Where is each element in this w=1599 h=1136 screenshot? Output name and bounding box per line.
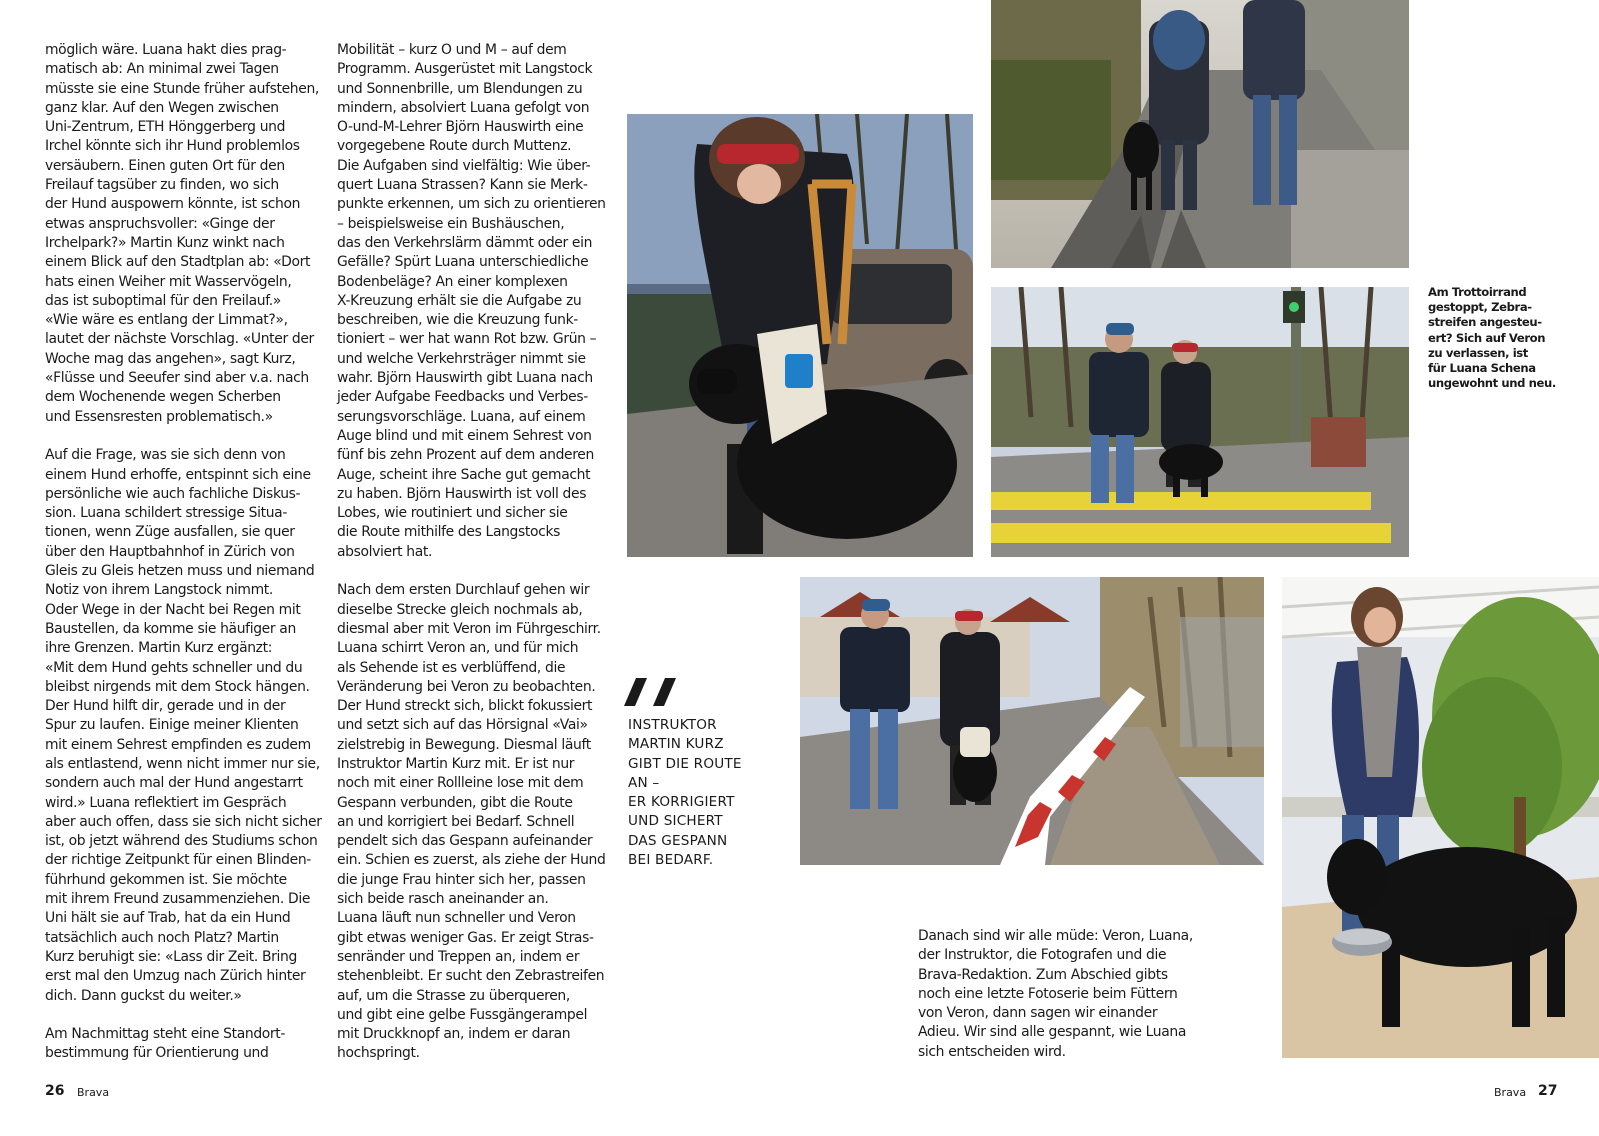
col1-paragraph: möglich wäre. Luana hakt dies prag- matisch ab: An minimal zwei Tagen müsste sie eine Stunde früher aufstehen, ganz klar. Auf den Wegen zwischen Uni-Zentrum, ETH Hönggerberg und Irchel könnte sich ihr Hund problemlos versäubern. Einen guten Ort für den Freilauf tagsüber zu finden, wo sich der Hund auspowern könnte, ist schon etwas anspruchsvoller: «Ginge der Irchelpark?» Martin Kunz winkt nach einem Blick auf den Stadtplan ab: «Dort hats einen Weiher mit Wasservögeln, das ist suboptimal für den Freilauf.» «Wie wäre es entlang der Limmat?», lautet der nächste Vorschlag. «Unter der Woche mag das angehen», sagt Kurz, «Flüsse und Seeufer sind aber v.a. nach dem Wochenende wegen Scherben und Essensresten problematisch.» bbox=[45, 42, 319, 425]
photo-walking-with-dog bbox=[991, 0, 1409, 268]
photo-walking-fence bbox=[800, 577, 1264, 865]
magazine-name-left: Brava bbox=[77, 1086, 110, 1099]
page-number-left: 26 bbox=[45, 1083, 65, 1099]
article-column-2 bbox=[337, 41, 612, 1064]
quote-marks-icon bbox=[624, 678, 680, 706]
page-number-right: 27 bbox=[1538, 1083, 1558, 1099]
col1-paragraph: Am Nachmittag steht eine Standort- bestimmung für Orientierung und bbox=[45, 1026, 286, 1062]
article-column-3 bbox=[918, 927, 1208, 1062]
col2-paragraph: Mobilität – kurz O und M – auf dem Programm. Ausgerüstet mit Langstock und Sonnenbrille, um Blendungen zu mindern, absolviert Luana gefolgt von O-und-M-Lehrer Björn Hauswirth eine vorgegebene Route durch Muttenz. Die Aufgaben sind vielfältig: Wie über- quert Luana Strassen? Kann sie Merk- punkte erkennen, um sich zu orientieren – beispielsweise ein Bushäuschen, das den Verkehrslärm dämmt oder ein Gefälle? Spürt Luana unterschiedliche Bodenbeläge? An einer komplexen X-Kreuzung erhält sie die Aufgabe zu beschreiben, wie die Kreuzung funk- tioniert – wer hat wann Rot bzw. Grün – und welche Verkehrsträger nimmt sie wahr. Björn Hauswirth gibt Luana nach jeder Aufgabe Feedbacks und Verbes- serungsvorschläge. Luana, auf einem Auge blind und mit einem Sehrest von fünf bis zehn Prozent auf dem anderen Auge, scheint ihre Sache gut gemacht zu haben. Björn Hauswirth ist voll des Lobes, wie routiniert und sicher sie die Route mithilfe des Langstocks absolviert hat. bbox=[337, 42, 606, 560]
col1-paragraph: Auf die Frage, was sie sich denn von einem Hund erhoffe, entspinnt sich eine persönliche wie auch fachliche Diskus- sion. Luana schildert stressige Situa- tionen, wenn Züge ausfallen, sie quer über den Hauptbahnhof in Zürich von Gleis zu Gleis hetzen muss und niemand Notiz von ihrem Langstock nimmt. Oder Wege in der Nacht bei Regen mit Baustellen, da komme sie häufiger an ihre Grenzen. Martin Kurz ergänzt: «Mit dem Hund gehts schneller und du bleibst nirgends mit dem Stock hängen. Der Hund hilft dir, gerade und in der Spur zu laufen. Einige meiner Klienten mit einem Sehrest empfinden es zudem als entlastend, wenn nicht immer nur sie, sondern auch mal der Hund angestarrt wird.» Luana reflektiert im Gespräch aber auch offen, dass sie sich nicht sicher ist, ob jetzt während des Studiums schon der richtige Zeitpunkt für einen Blinden- führhund gekommen ist. Sie möchte mit ihrem Freund zusammenziehen. Die Uni hält sie auf Trab, hat da ein Hund tatsächlich auch noch Platz? Martin Kurz beruhigt sie: «Lass dir Zeit. Bring erst mal den Umzug nach Zürich hinter dich. Dann guckst du weiter.» bbox=[45, 447, 322, 1004]
magazine-name-right: Brava bbox=[1494, 1086, 1527, 1099]
photo-feeding-dog bbox=[1282, 577, 1599, 1058]
photo-harnessing-dog bbox=[627, 114, 973, 557]
col2-paragraph: Nach dem ersten Durchlauf gehen wir dieselbe Strecke gleich nochmals ab, diesmal aber mit Veron im Führgeschirr. Luana schirrt Veron an, und für mich als Sehende ist es verblüffend, die Veränderung bei Veron zu beobachten. Der Hund streckt sich, blickt fokussiert und setzt sich auf das Hörsignal «Vai» zielstrebig in Bewegung. Diesmal läuft Instruktor Martin Kurz mit. Er ist nur noch mit einer Rollleine lose mit dem Gespann verbunden, gibt die Route an und korrigiert bei Bedarf. Schnell pendelt sich das Gespann aufeinander ein. Schien es zuerst, als ziehe der Hund die junge Frau hinter sich her, passen sich beide rasch aneinander an. Luana läuft nun schneller und Veron gibt etwas weniger Gas. Er zeigt Stras- senränder und Treppen an, indem er stehenbleibt. Er sucht den Zebrastreifen auf, um die Strasse zu überqueren, und gibt eine gelbe Fussgängerampel mit Druckknopf an, indem er daran hochspringt. bbox=[337, 582, 606, 1062]
pull-quote: INSTRUKTOR MARTIN KURZ GIBT DIE ROUTE AN – ER KORRIGIERT UND SICHERT DAS GESPANN BEI BEDARF. bbox=[628, 717, 742, 869]
photo-crosswalk bbox=[991, 287, 1409, 557]
photo-caption: Am Trottoirrand gestoppt, Zebra- streifen angesteu- ert? Sich auf Veron zu verlassen, ist für Luana Schena ungewohnt und neu. bbox=[1428, 285, 1556, 391]
article-column-1 bbox=[45, 41, 330, 1064]
col3-paragraph: Danach sind wir alle müde: Veron, Luana, der Instruktor, die Fotografen und die Brava-Redaktion. Zum Abschied gibts noch eine letzte Fotoserie beim Füttern von Veron, dann sagen wir einander Adieu. Wir sind alle gespannt, wie Luana sich entscheiden wird. bbox=[918, 928, 1193, 1060]
